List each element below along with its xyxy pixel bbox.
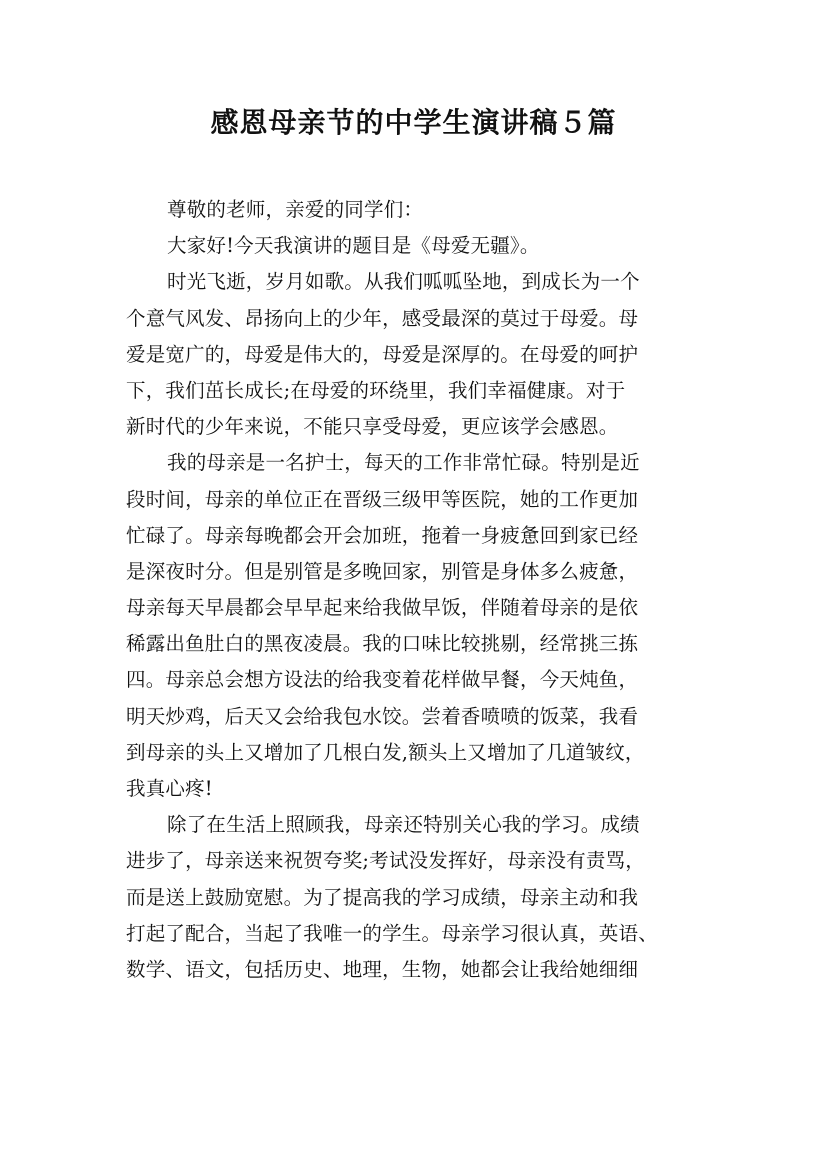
text-line: 我的母亲是一名护士，每天的工作非常忙碌。特别是近	[167, 451, 640, 475]
text-line: 段时间，母亲的单位正在晋级三级甲等医院，她的工作更加	[126, 487, 639, 511]
text-line: 母亲每天早晨都会早早起来给我做早饭，伴随着母亲的是依	[126, 596, 639, 620]
document-title: 感恩母亲节的中学生演讲稿５篇	[210, 106, 617, 139]
text-line: 忙碌了。母亲每晚都会开会加班，拖着一身疲惫回到家已经	[126, 523, 639, 547]
text-line: 尊敬的老师，亲爱的同学们：	[167, 198, 424, 221]
text-line: 爱是宽广的，母爱是伟大的，母爱是深厚的。在母爱的呵护	[126, 342, 639, 366]
text-line: 新时代的少年来说，不能只享受母爱，更应该学会感恩。	[126, 415, 619, 439]
text-line: 下，我们茁长成长;在母爱的环绕里，我们幸福健康。对于	[126, 378, 626, 402]
text-line: 数学、语文，包括历史、地理，生物，她都会让我给她细细	[126, 957, 639, 981]
text-line: 到母亲的头上又增加了几根白发,额头上又增加了几道皱纹，	[126, 740, 645, 764]
text-line: 是深夜时分。但是别管是多晚回家，别管是身体多么疲惫，	[126, 559, 639, 583]
text-line: 而是送上鼓励宽慰。为了提高我的学习成绩，母亲主动和我	[126, 885, 639, 909]
text-line: 我真心疼!	[126, 777, 213, 800]
text-line: 进步了，母亲送来祝贺夸奖;考试没发挥好，母亲没有责骂，	[126, 849, 645, 873]
text-line: 除了在生活上照顾我，母亲还特别关心我的学习。成绩	[167, 813, 640, 837]
text-line: 个意气风发、昂扬向上的少年，感受最深的莫过于母爱。母	[126, 306, 639, 330]
text-line: 稀露出鱼肚白的黑夜凌晨。我的口味比较挑剔，经常挑三拣	[126, 632, 639, 656]
document-body	[126, 192, 726, 988]
text-line: 四。母亲总会想方设法的给我变着花样做早餐，今天炖鱼，	[126, 668, 639, 692]
text-line: 大家好!今天我演讲的题目是《母爱无疆》。	[167, 234, 540, 258]
text-line: 时光飞逝，岁月如歌。从我们呱呱坠地，到成长为一个	[167, 270, 640, 294]
text-line: 明天炒鸡，后天又会给我包水饺。尝着香喷喷的饭菜，我看	[126, 704, 639, 728]
text-line: 打起了配合，当起了我唯一的学生。母亲学习很认真，英语、	[126, 921, 658, 945]
